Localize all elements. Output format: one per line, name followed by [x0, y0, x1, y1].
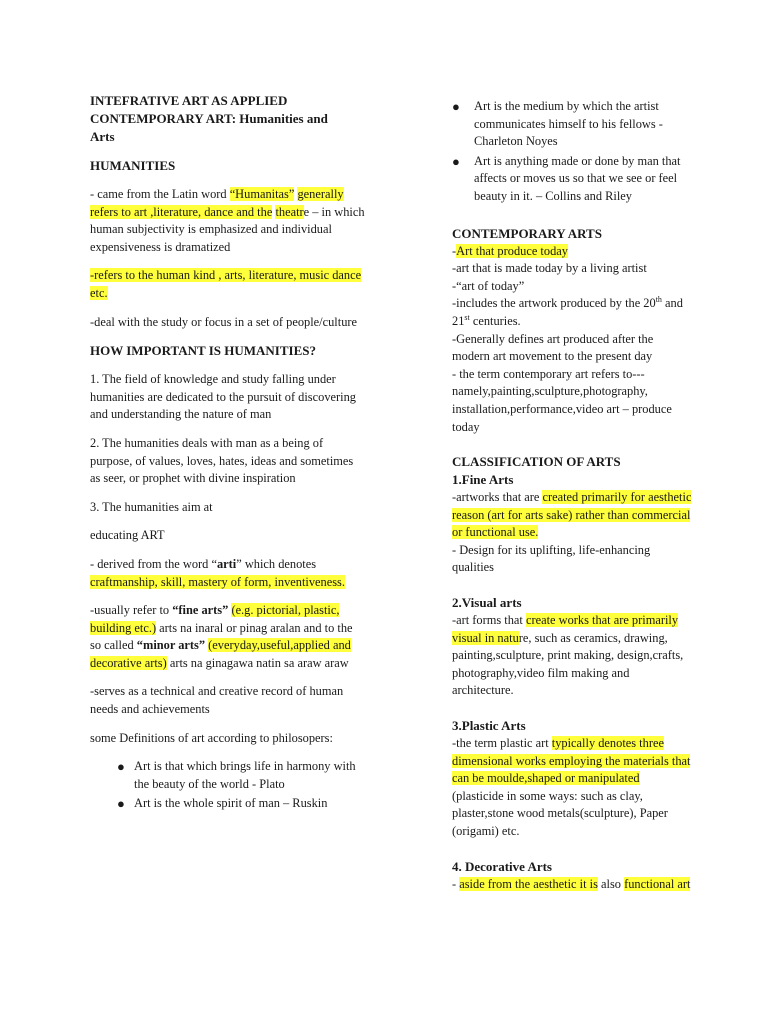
serves-paragraph: -serves as a technical and creative record of human needs and achievements: [90, 684, 344, 717]
importance-item-3: 3. The humanities aim at: [90, 499, 213, 514]
definitions-list-right: [452, 98, 692, 206]
right-column: [452, 98, 692, 893]
list-item: ● Art is the medium by which the artist communicates himself to his fellows - Charleton Noyes: [452, 99, 663, 149]
importance-heading: HOW IMPORTANT IS HUMANITIES?: [90, 343, 316, 359]
visual-arts-definition: -art forms that create works that are primarily visual in nature, such as ceramics, drawing, painting,sculpture, print making, design,crafts, photography,video film making and architecture.: [452, 613, 684, 698]
contemporary-line-4: -includes the artwork produced by the 20th and 21st centuries.: [452, 295, 683, 328]
humanities-deal: -deal with the study or focus in a set of people/culture: [90, 314, 358, 329]
list-item: ● Art is that which brings life in harmony with the beauty of the world - Plato: [117, 759, 356, 791]
list-item: ● Art is the whole spirit of man – Ruskin: [117, 796, 328, 812]
arti-definition: - derived from the word “arti” which denotes craftmanship, skill, mastery of form, inventiveness.: [90, 556, 345, 589]
classification-heading: CLASSIFICATION OF ARTS: [452, 454, 621, 470]
plastic-arts-heading: 3.Plastic Arts: [452, 718, 526, 734]
contemporary-heading: CONTEMPORARY ARTS: [452, 225, 602, 241]
decorative-arts-heading: 4. Decorative Arts: [452, 858, 552, 874]
educating-art: educating ART: [90, 528, 165, 543]
fine-arts-design: - Design for its uplifting, life-enhancing qualities: [452, 542, 651, 575]
fine-arts-heading: 1.Fine Arts: [452, 472, 514, 488]
document-title: INTEFRATIVE ART AS APPLIED CONTEMPORARY ART: Humanities and Arts: [90, 93, 328, 144]
definitions-intro: some Definitions of art according to philosopers:: [90, 730, 333, 745]
contemporary-line-1: -Art that produce today: [452, 243, 568, 258]
fine-arts-definition: -artworks that are created primarily for aesthetic reason (art for arts sake) rather than commercial or functional use.: [452, 490, 692, 540]
left-column: [90, 92, 365, 815]
bullet-icon: ●: [452, 99, 460, 114]
bullet-icon: ●: [452, 153, 460, 169]
visual-arts-heading: 2.Visual arts: [452, 595, 522, 611]
fine-arts-paragraph: -usually refer to “fine arts” (e.g. pictorial, plastic, building etc.) arts na inaral or pinag aralan and to the so called “minor arts” (everyday,useful,applied and decorative arts) arts na ginagawa natin sa araw araw: [90, 603, 353, 670]
decorative-arts-definition: - aside from the aesthetic it is also functional art: [452, 876, 691, 891]
humanities-refers: -refers to the human kind , arts, literature, music dance etc.: [90, 268, 362, 300]
plastic-arts-definition: -the term plastic art typically denotes three dimensional works employing the materials that can be moulde,shaped or manipulated (plasticide in some ways: such as clay, plaster,stone wood metals(sculpture), Paper (origami) etc.: [452, 736, 691, 838]
importance-item-2: 2. The humanities deals with man as a being of purpose, of values, loves, hates, ideas and sometimes as seer, or prophet with divine inspiration: [90, 435, 354, 486]
contemporary-line-5: -Generally defines art produced after the modern art movement to the present day: [452, 331, 654, 364]
contemporary-line-3: -“art of today”: [452, 278, 525, 293]
definitions-list-left: [90, 758, 365, 813]
humanities-heading: HUMANITIES: [90, 158, 176, 173]
contemporary-line-6: - the term contemporary art refers to--- namely,painting,sculpture,photography, installation,performance,video art – produce today: [452, 366, 672, 434]
importance-item-1: 1. The field of knowledge and study falling under humanities are dedicated to the pursuit of discovering and understanding the nature of man: [90, 372, 356, 422]
contemporary-line-2: -art that is made today by a living artist: [452, 261, 647, 276]
list-item: ● Art is anything made or done by man that affects or moves us so that we see or feel beauty in it. – Collins and Riley: [452, 153, 681, 203]
bullet-icon: ●: [117, 759, 125, 775]
bullet-icon: ●: [117, 796, 125, 812]
humanities-definition: - came from the Latin word “Humanitas” generally refers to art ,literature, dance and the theatre – in which human subjectivity is emphasized and individual expensiveness is dramatized: [90, 187, 365, 254]
